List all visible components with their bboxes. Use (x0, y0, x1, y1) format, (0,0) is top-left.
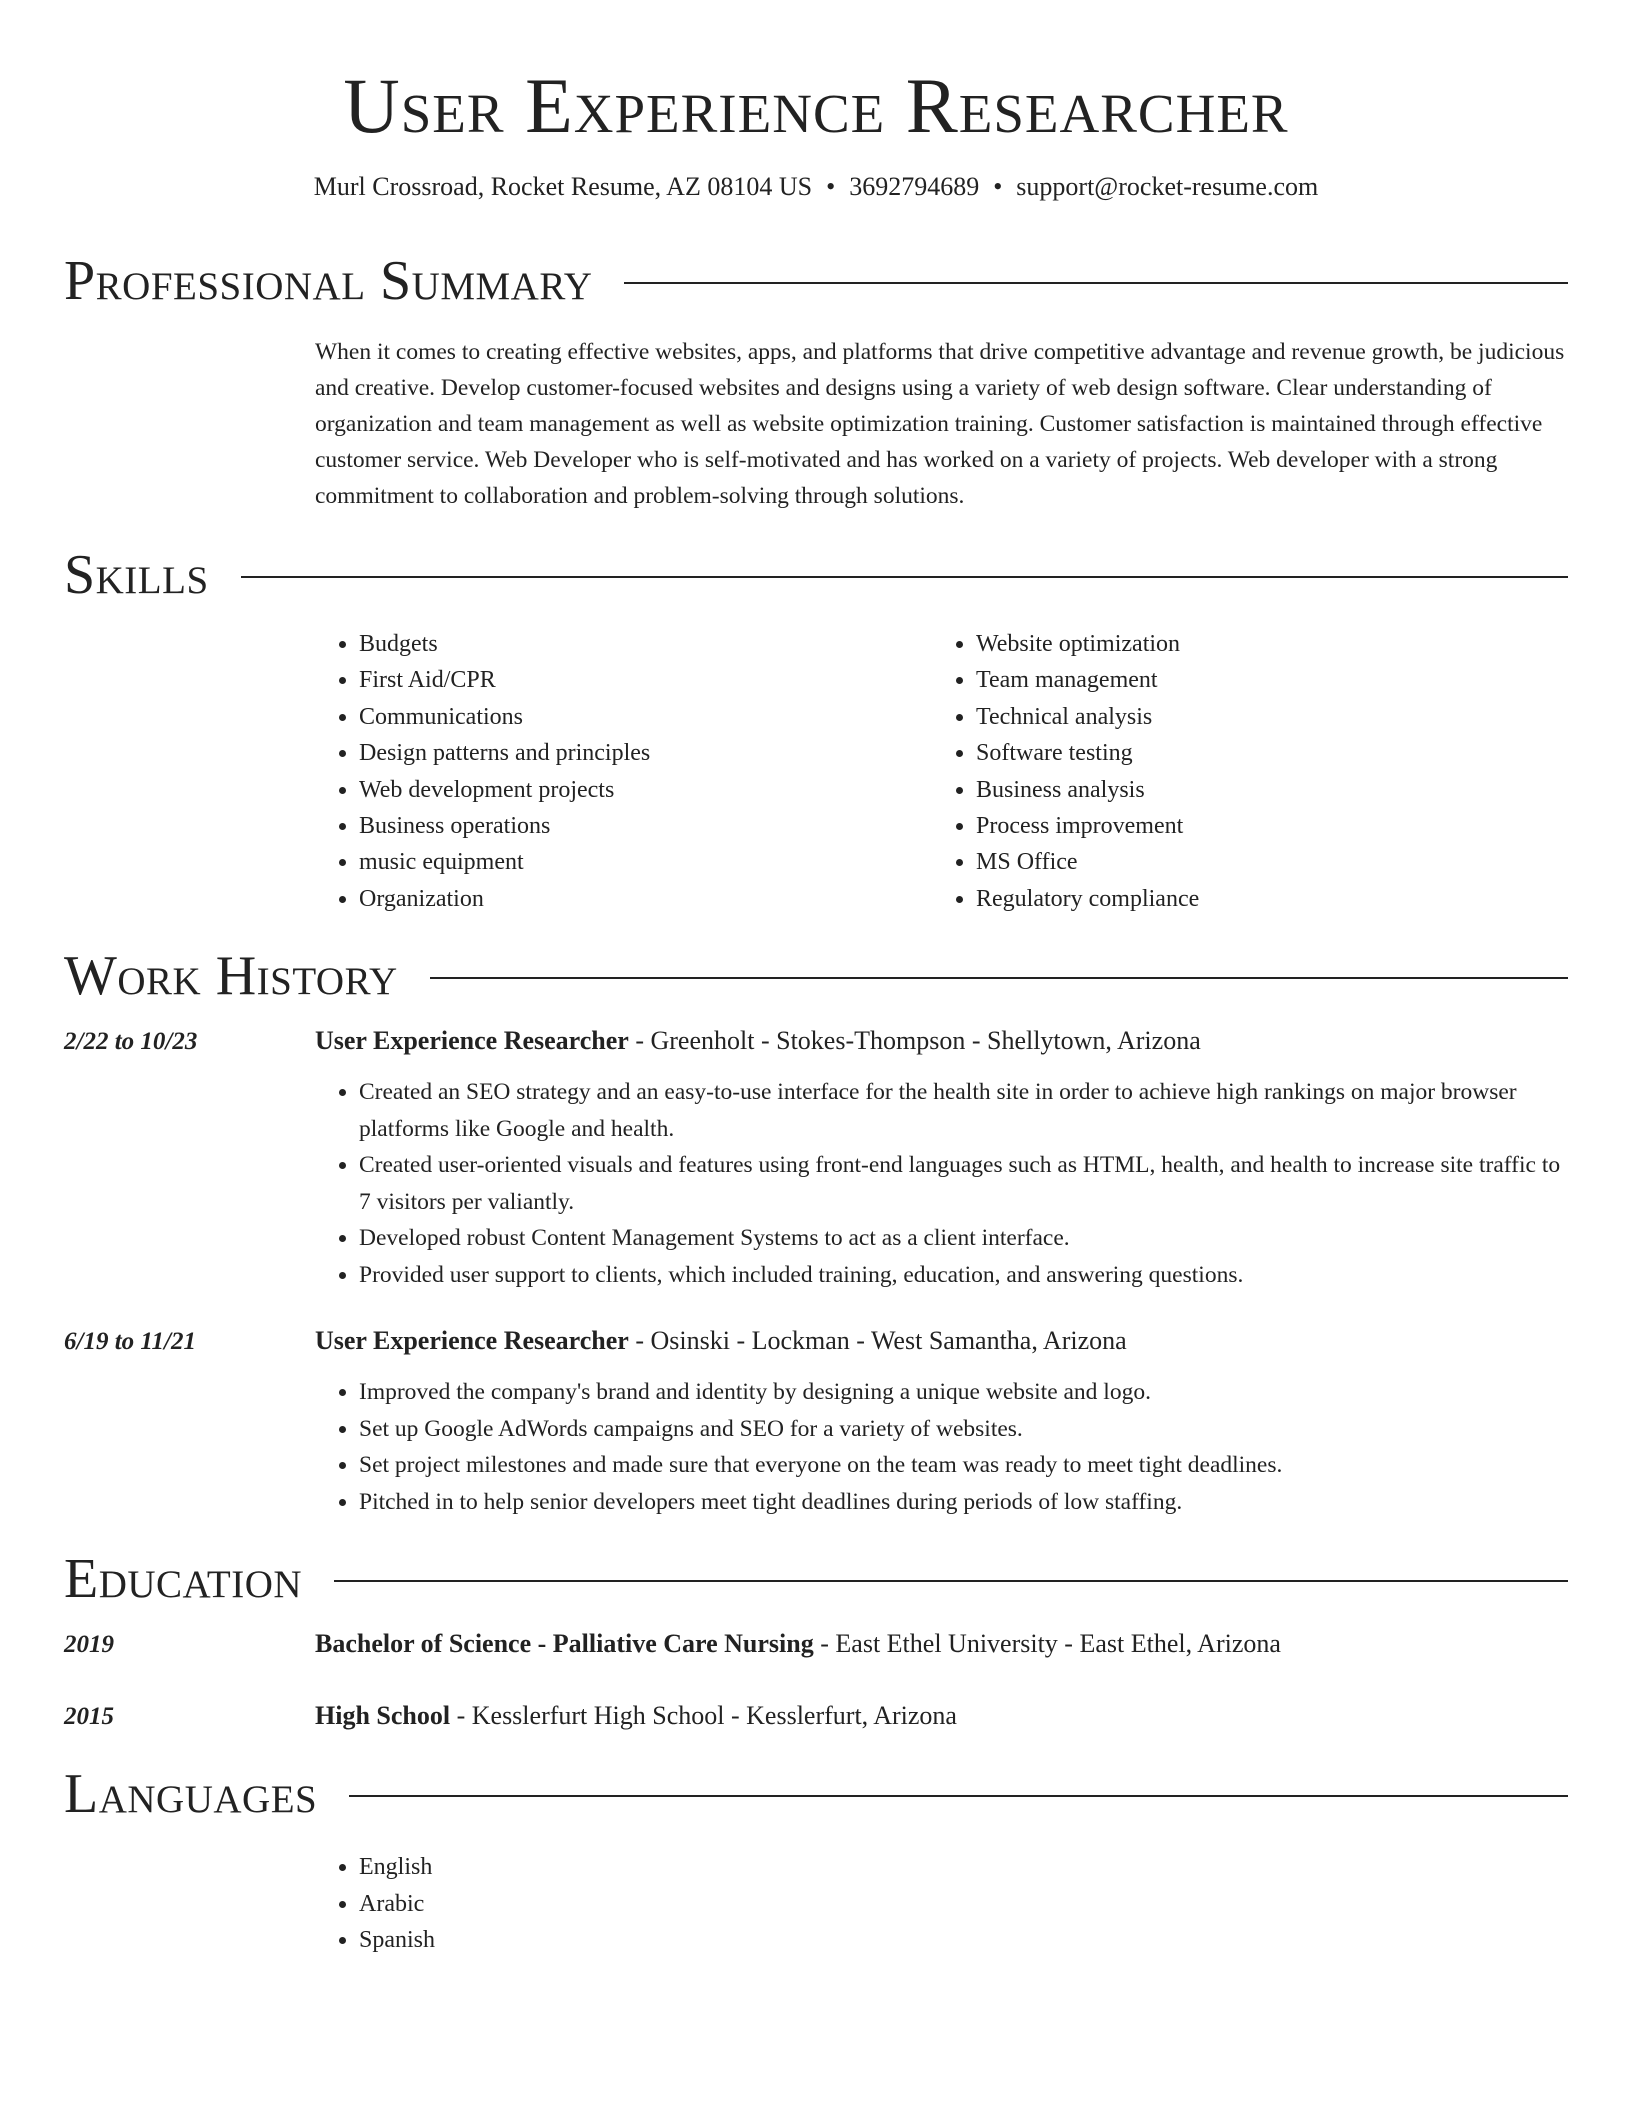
section-title-education: Education (64, 1548, 303, 1611)
section-header-skills (64, 542, 1568, 608)
contact-line (64, 170, 1568, 204)
education-entry (64, 1698, 1568, 1735)
skill-item: • Web development projects (359, 772, 932, 808)
section-title-languages: Languages (64, 1763, 318, 1826)
section-divider (241, 576, 1568, 578)
section-title-summary: Professional Summary (64, 250, 593, 312)
contact-phone: 3692794689 (849, 172, 980, 201)
summary-text: When it comes to creating effective websites, apps, and platforms that drive competitive advantage and revenue growth, be judicious and creative. Develop customer-focused websites and designs using a variety of web design software. Clear understanding of organization and team management as well as website optimization training. Customer satisfaction is maintained through effective customer service. Web Developer who is self-motivated and has worked on a variety of projects. Web developer with a strong commitment to collaboration and problem-solving through solutions. (315, 339, 1565, 509)
skill-item: • Website optimization (976, 626, 1549, 662)
education-heading (315, 1698, 1568, 1734)
contact-separator: • (993, 172, 1003, 201)
language-item: • Spanish (359, 1922, 1568, 1958)
work-bullet: • Set up Google AdWords campaigns and SEO for a variety of websites. (359, 1411, 1568, 1448)
education-year: 2019 (64, 1631, 114, 1659)
resume-name-title: User Experience Researcher (343, 62, 1289, 149)
section-header-summary (64, 248, 1568, 314)
skill-item: • First Aid/CPR (359, 662, 932, 698)
language-item: • Arabic (359, 1886, 1568, 1922)
work-bullet: • Created user-oriented visuals and features using front-end languages such as HTML, health, and health to increase site traffic to 7 visitors per valiantly. (359, 1147, 1568, 1220)
skill-item: • Technical analysis (976, 699, 1549, 735)
skills-list (315, 626, 1568, 917)
work-entry (64, 1323, 1568, 1520)
section-divider (430, 977, 1568, 979)
work-entry (64, 1023, 1568, 1293)
section-header-languages (64, 1761, 1568, 1827)
section-title-skills: Skills (64, 544, 209, 606)
education-degree: Bachelor of Science - Palliative Care Nursing (315, 1629, 814, 1659)
contact-address: Murl Crossroad, Rocket Resume, AZ 08104 US (313, 172, 813, 201)
section-divider (334, 1580, 1568, 1582)
skill-item: • Business analysis (976, 772, 1549, 808)
education-details: - East Ethel University - East Ethel, Arizona (813, 1629, 1281, 1659)
education-year: 2015 (64, 1703, 114, 1731)
languages-list (315, 1849, 1568, 1958)
skill-item: • Software testing (976, 735, 1549, 771)
education-entry (64, 1626, 1568, 1663)
work-bullet: • Created an SEO strategy and an easy-to-use interface for the health site in order to achieve high rankings on major browser platforms like Google and health. (359, 1074, 1568, 1147)
section-header-education (64, 1546, 1568, 1612)
skill-item: • Budgets (359, 626, 932, 662)
section-title-work: Work History (64, 945, 398, 1008)
education-details: - Kesslerfurt High School - Kesslerfurt, Arizona (450, 1701, 957, 1731)
education-heading (315, 1626, 1568, 1662)
skill-item: • MS Office (976, 844, 1549, 880)
work-bullet: • Set project milestones and made sure that everyone on the team was ready to meet tight deadlines. (359, 1447, 1568, 1484)
work-details: - Osinski - Lockman - West Samantha, Arizona (628, 1326, 1127, 1356)
skill-item: • Communications (359, 699, 932, 735)
work-title: User Experience Researcher (315, 1026, 629, 1056)
work-details: - Greenholt - Stokes-Thompson - Shellytown, Arizona (628, 1026, 1201, 1056)
work-bullet: • Pitched in to help senior developers meet tight deadlines during periods of low staffing. (359, 1484, 1568, 1521)
work-bullet: • Provided user support to clients, which included training, education, and answering questions. (359, 1257, 1568, 1294)
skill-item: • Organization (359, 881, 932, 917)
work-bullet: • Developed robust Content Management Systems to act as a client interface. (359, 1220, 1568, 1257)
work-title: User Experience Researcher (315, 1326, 629, 1356)
work-bullets (315, 1074, 1568, 1293)
skills-column-right (932, 626, 1549, 917)
contact-email: support@rocket-resume.com (1016, 172, 1319, 201)
work-heading (315, 1323, 1568, 1359)
work-bullet: • Improved the company's brand and identity by designing a unique website and logo. (359, 1374, 1568, 1411)
work-heading (315, 1023, 1568, 1059)
section-header-work (64, 943, 1568, 1009)
skills-column-left (315, 626, 932, 917)
education-degree: High School (315, 1701, 451, 1731)
skill-item: • Team management (976, 662, 1549, 698)
skill-item: • music equipment (359, 844, 932, 880)
contact-separator: • (826, 172, 836, 201)
skill-item: • Design patterns and principles (359, 735, 932, 771)
skill-item: • Business operations (359, 808, 932, 844)
section-divider (349, 1795, 1568, 1797)
work-dates: 2/22 to 10/23 (64, 1028, 198, 1056)
work-dates: 6/19 to 11/21 (64, 1328, 196, 1356)
skill-item: • Process improvement (976, 808, 1549, 844)
skill-item: • Regulatory compliance (976, 881, 1549, 917)
language-item: • English (359, 1849, 1568, 1885)
section-divider (624, 282, 1568, 284)
work-bullets (315, 1374, 1568, 1520)
resume-page (64, 0, 1568, 1958)
